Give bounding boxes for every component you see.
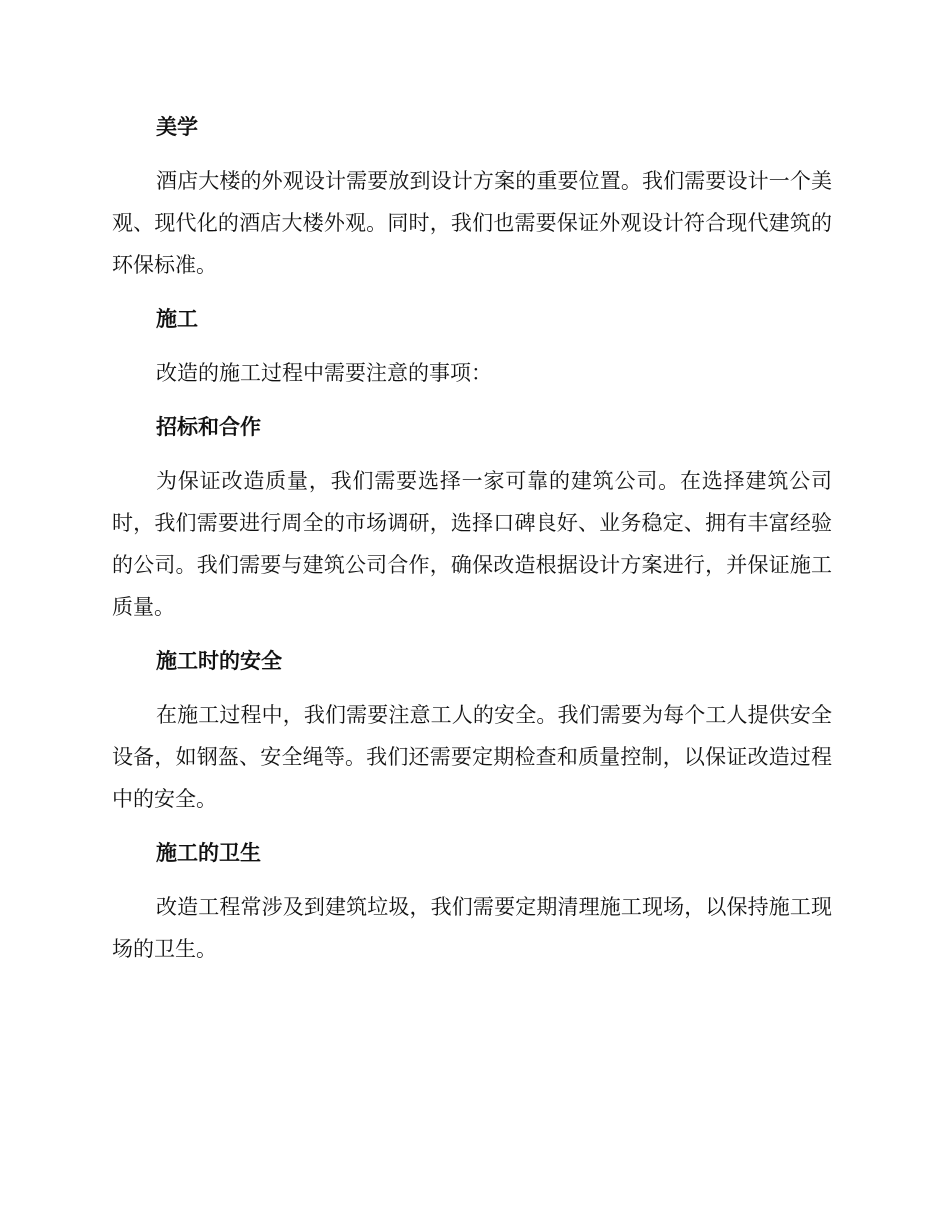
section-paragraph-hygiene: 改造工程常涉及到建筑垃圾，我们需要定期清理施工现场，以保持施工现场的卫生。	[112, 895, 832, 961]
section-paragraph-aesthetics: 酒店大楼的外观设计需要放到设计方案的重要位置。我们需要设计一个美观、现代化的酒店大楼外观。同时，我们也需要保证外观设计符合现代建筑的环保标准。	[112, 169, 832, 277]
section-heading-bidding: 招标和合作	[156, 415, 261, 439]
section-heading-construction: 施工	[156, 307, 198, 331]
section-heading-safety: 施工时的安全	[156, 649, 282, 673]
section-paragraph-bidding: 为保证改造质量，我们需要选择一家可靠的建筑公司。在选择建筑公司时，我们需要进行周全的市场调研，选择口碑良好、业务稳定、拥有丰富经验的公司。我们需要与建筑公司合作，确保改造根据设计方案进行，并保证施工质量。	[112, 469, 832, 619]
section-paragraph-construction: 改造的施工过程中需要注意的事项：	[156, 361, 492, 385]
section-paragraph-safety: 在施工过程中，我们需要注意工人的安全。我们需要为每个工人提供安全设备，如钢盔、安全绳等。我们还需要定期检查和质量控制，以保证改造过程中的安全。	[112, 703, 832, 811]
document-body	[112, 106, 832, 970]
section-heading-hygiene: 施工的卫生	[156, 841, 261, 865]
section-heading-aesthetics: 美学	[156, 115, 198, 139]
